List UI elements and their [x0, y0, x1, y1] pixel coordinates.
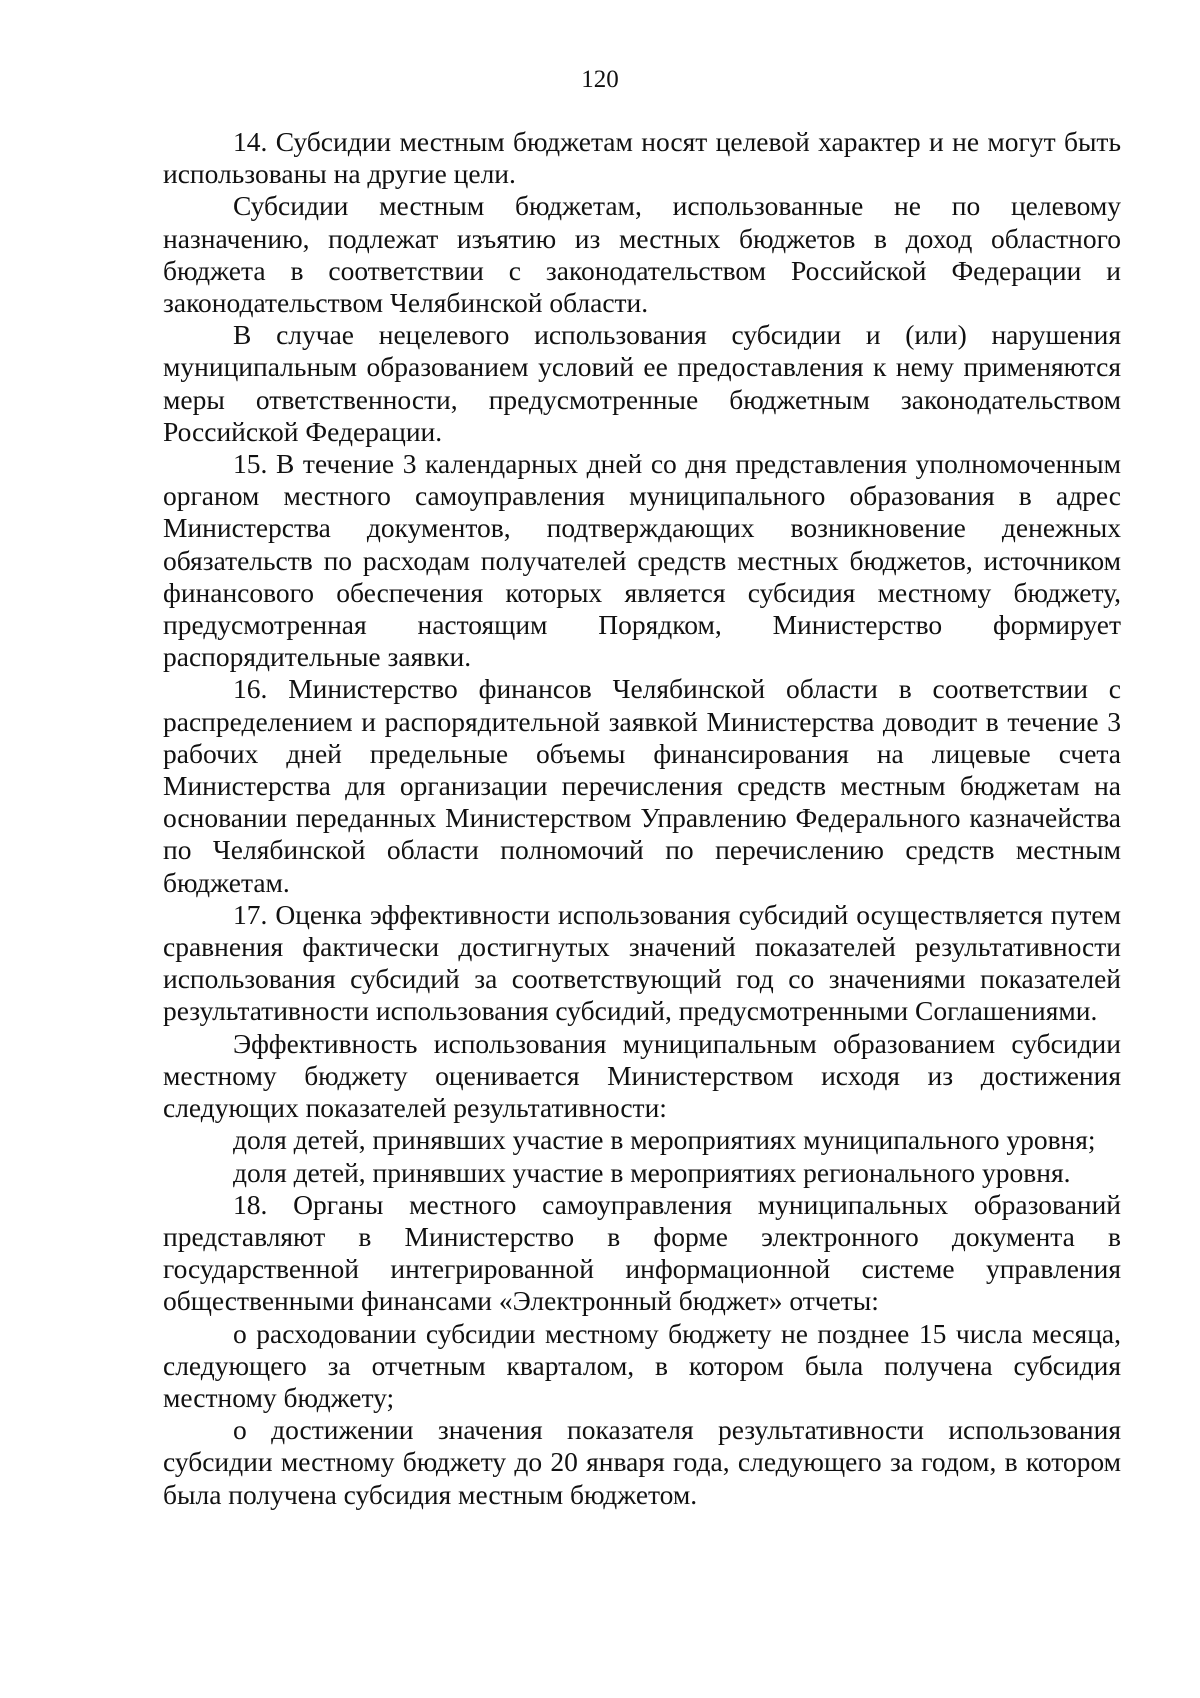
paragraph-14-liability: В случае нецелевого использования субсидии и (или) нарушения муниципальным образованием условий ее предоставления к нему применяются меры ответственности, предусмотренные бюджетным законодательством Российской Федерации. — [163, 319, 1121, 447]
report-indicator-achievement: о достижении значения показателя результативности использования субсидии местному бюджету до 20 января года, следующего за годом, в котором была получена субсидия местным бюджетом. — [163, 1414, 1121, 1510]
paragraph-17-effectiveness: Эффективность использования муниципальным образованием субсидии местному бюджету оценивается Министерством исходя из достижения следующих показателей результативности: — [163, 1027, 1121, 1124]
indicator-municipal-level: доля детей, принявших участие в мероприятиях муниципального уровня; — [233, 1124, 1096, 1156]
paragraph-16: 16. Министерство финансов Челябинской области в соответствии с распределением и распорядительной заявкой Министерства доводит в течение 3 рабочих дней предельные объемы финансирования на лицевые счета Министерства для организации перечисления средств местным бюджетам на основании переданных Министерством Управлению Федерального казначейства по Челябинской области полномочий по перечислению средств местным бюджетам. — [163, 673, 1121, 898]
paragraph-15: 15. В течение 3 календарных дней со дня представления уполномоченным органом местного самоуправления муниципального образования в адрес Министерства документов, подтверждающих возникновение денежных обязательств по расходам получателей средств местных бюджетов, источником финансового обеспечения которых является субсидия местному бюджету, предусмотренная настоящим Порядком, Министерство формирует распорядительные заявки. — [163, 448, 1121, 673]
paragraph-17: 17. Оценка эффективности использования субсидий осуществляется путем сравнения фактически достигнутых значений показателей результативности использования субсидий за соответствующий год со значениями показателей результативности использования субсидий, предусмотренными Соглашениями. — [163, 898, 1121, 1027]
paragraph-18: 18. Органы местного самоуправления муниципальных образований представляют в Министерство в форме электронного документа в государственной интегрированной информационной системе управления общественными финансами «Электронный бюджет» отчеты: — [163, 1188, 1121, 1317]
report-expenditure: о расходовании субсидии местному бюджету не позднее 15 числа месяца, следующего за отчетным кварталом, в котором была получена субсидия местному бюджету; — [163, 1317, 1121, 1413]
indicator-regional-level: доля детей, принявших участие в мероприятиях регионального уровня. — [233, 1156, 1071, 1188]
page-number: 120 — [581, 66, 619, 93]
paragraph-14-misuse-withdrawal: Субсидии местным бюджетам, использованные не по целевому назначению, подлежат изъятию из местных бюджетов в доход областного бюджета в соответствии с законодательством Российской Федерации и законодательством Челябинской области. — [163, 190, 1121, 319]
paragraph-14: 14. Субсидии местным бюджетам носят целевой характер и не могут быть использованы на другие цели. — [163, 126, 1121, 190]
document-body — [163, 126, 1121, 1511]
